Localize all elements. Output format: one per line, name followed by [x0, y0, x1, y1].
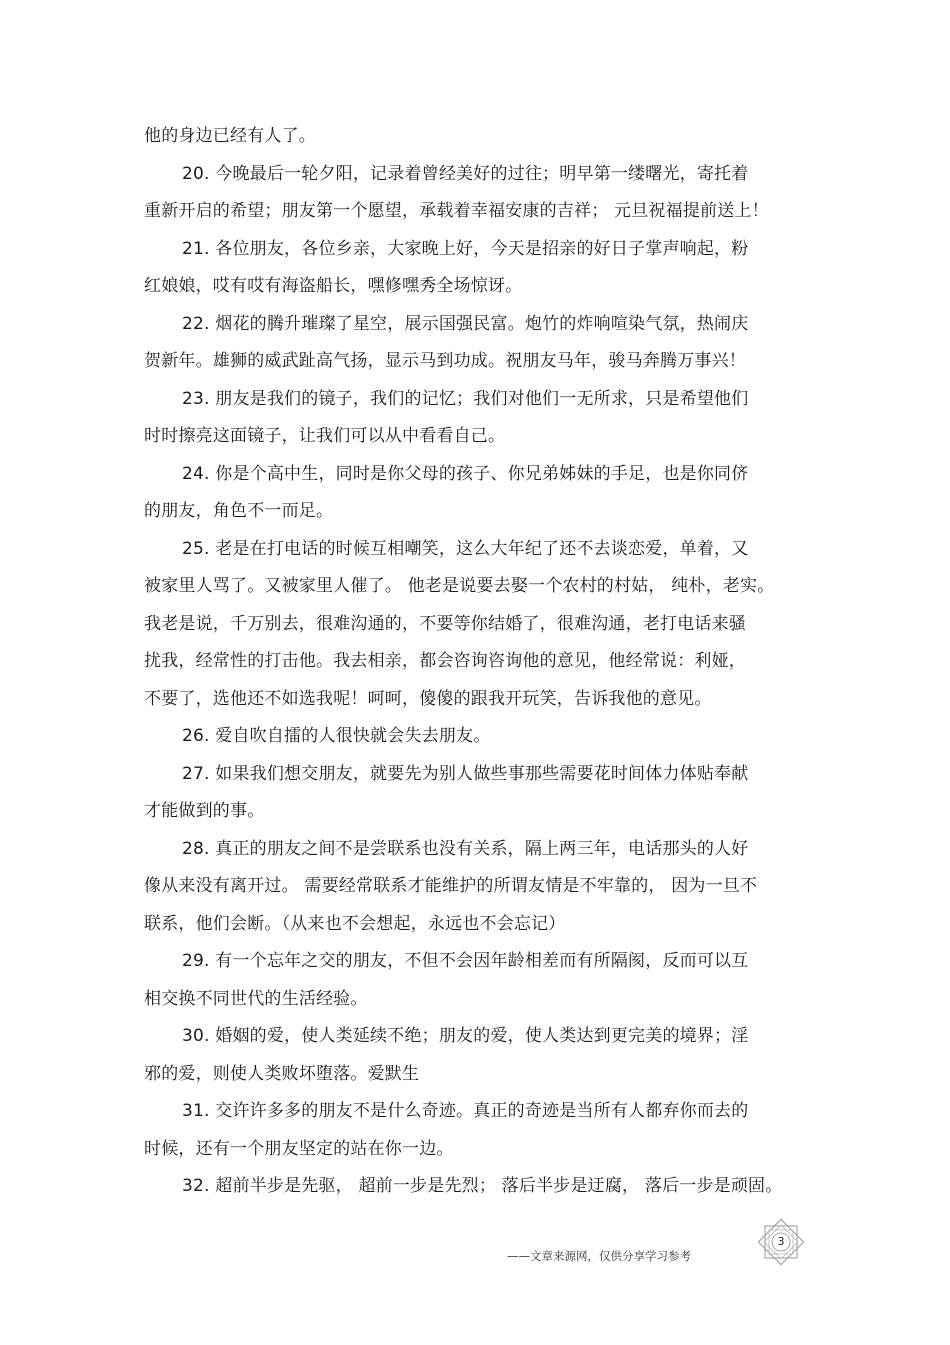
text-line: 23. 朋友是我们的镜子，我们的记忆；我们对他们一无所求，只是希望他们 — [182, 388, 749, 409]
text-line: 26. 爱自吹自擂的人很快就会失去朋友。 — [182, 726, 491, 746]
text-line: 我老是说，千万别去，很难沟通的，不要等你结婚了，很难沟通，老打电话来骚 — [144, 613, 746, 634]
text-line: 红娘娘，哎有哎有海盗船长，嘿修嘿秀全场惊讶。 — [144, 276, 523, 296]
text-line: 24. 你是个高中生，同时是你父母的孩子、你兄弟姊妹的手足，也是你同侪 — [182, 463, 749, 484]
text-line: 的朋友，角色不一而足。 — [144, 501, 334, 521]
text-line: 32. 超前半步是先驱， 超前一步是先烈； 落后半步是迂腐， 落后一步是顽固。 — [182, 1176, 783, 1196]
document-body — [144, 118, 844, 1206]
text-line: 21. 各位朋友，各位乡亲，大家晚上好，今天是招亲的好日子掌声响起，粉 — [182, 238, 749, 259]
text-line: 28. 真正的朋友之间不是尝联系也没有关系，隔上两三年，电话那头的人好 — [182, 838, 749, 859]
text-line: 22. 烟花的腾升璀璨了星空，展示国强民富。炮竹的炸响喧染气氛，热闹庆 — [182, 313, 749, 334]
text-line: 时时擦亮这面镜子，让我们可以从中看看自己。 — [144, 426, 506, 446]
page-number: 3 — [777, 1235, 785, 1248]
page-number-badge — [757, 1218, 805, 1266]
text-line: 27. 如果我们想交朋友，就要先为别人做些事那些需要花时间体力体贴奉献 — [182, 763, 749, 784]
text-line: 邪的爱，则使人类败坏堕落。爱默生 — [144, 1063, 420, 1084]
text-line: 25. 老是在打电话的时候互相嘲笑，这么大年纪了还不去谈恋爱，单着，又 — [182, 538, 749, 559]
text-line: 他的身边已经有人了。 — [144, 126, 316, 146]
text-line: 联系，他们会断。（从来也不会想起，永远也不会忘记） — [144, 913, 566, 934]
text-line: 相交换不同世代的生活经验。 — [144, 988, 368, 1009]
text-line: 不要了，选他还不如选我呢！呵呵，傻傻的跟我开玩笑，告诉我他的意见。 — [144, 688, 712, 709]
text-line: 时候，还有一个朋友坚定的站在你一边。 — [144, 1138, 454, 1159]
text-line: 像从来没有离开过。 需要经常联系才能维护的所谓友情是不牢靠的， 因为一旦不 — [144, 876, 758, 896]
text-line: 重新开启的希望；朋友第一个愿望，承载着幸福安康的吉祥； 元旦祝福提前送上！ — [144, 201, 769, 221]
text-line: 贺新年。雄狮的威武趾高气扬，显示马到功成。祝朋友马年，骏马奔腾万事兴！ — [144, 351, 746, 371]
text-line: 29. 有一个忘年之交的朋友，不但不会因年龄相差而有所隔阂，反而可以互 — [182, 951, 749, 971]
text-line: 扰我，经常性的打击他。我去相亲，都会咨询咨询他的意见，他经常说：利娅， — [144, 651, 746, 671]
text-line: 20. 今晚最后一轮夕阳，记录着曾经美好的过往；明早第一缕曙光，寄托着 — [182, 163, 749, 184]
text-line: 才能做到的事。 — [144, 801, 265, 821]
text-line: 31. 交许许多多的朋友不是什么奇迹。真正的奇迹是当所有人都弃你而去的 — [182, 1101, 749, 1121]
footer-source-note: ——文章来源网，仅供分享学习参考 — [507, 1249, 691, 1263]
text-line: 被家里人骂了。又被家里人催了。 他老是说要去娶一个农村的村姑， 纯朴，老实。 — [144, 576, 775, 596]
text-line: 30. 婚姻的爱，使人类延续不绝；朋友的爱，使人类达到更完美的境界；淫 — [182, 1026, 749, 1046]
